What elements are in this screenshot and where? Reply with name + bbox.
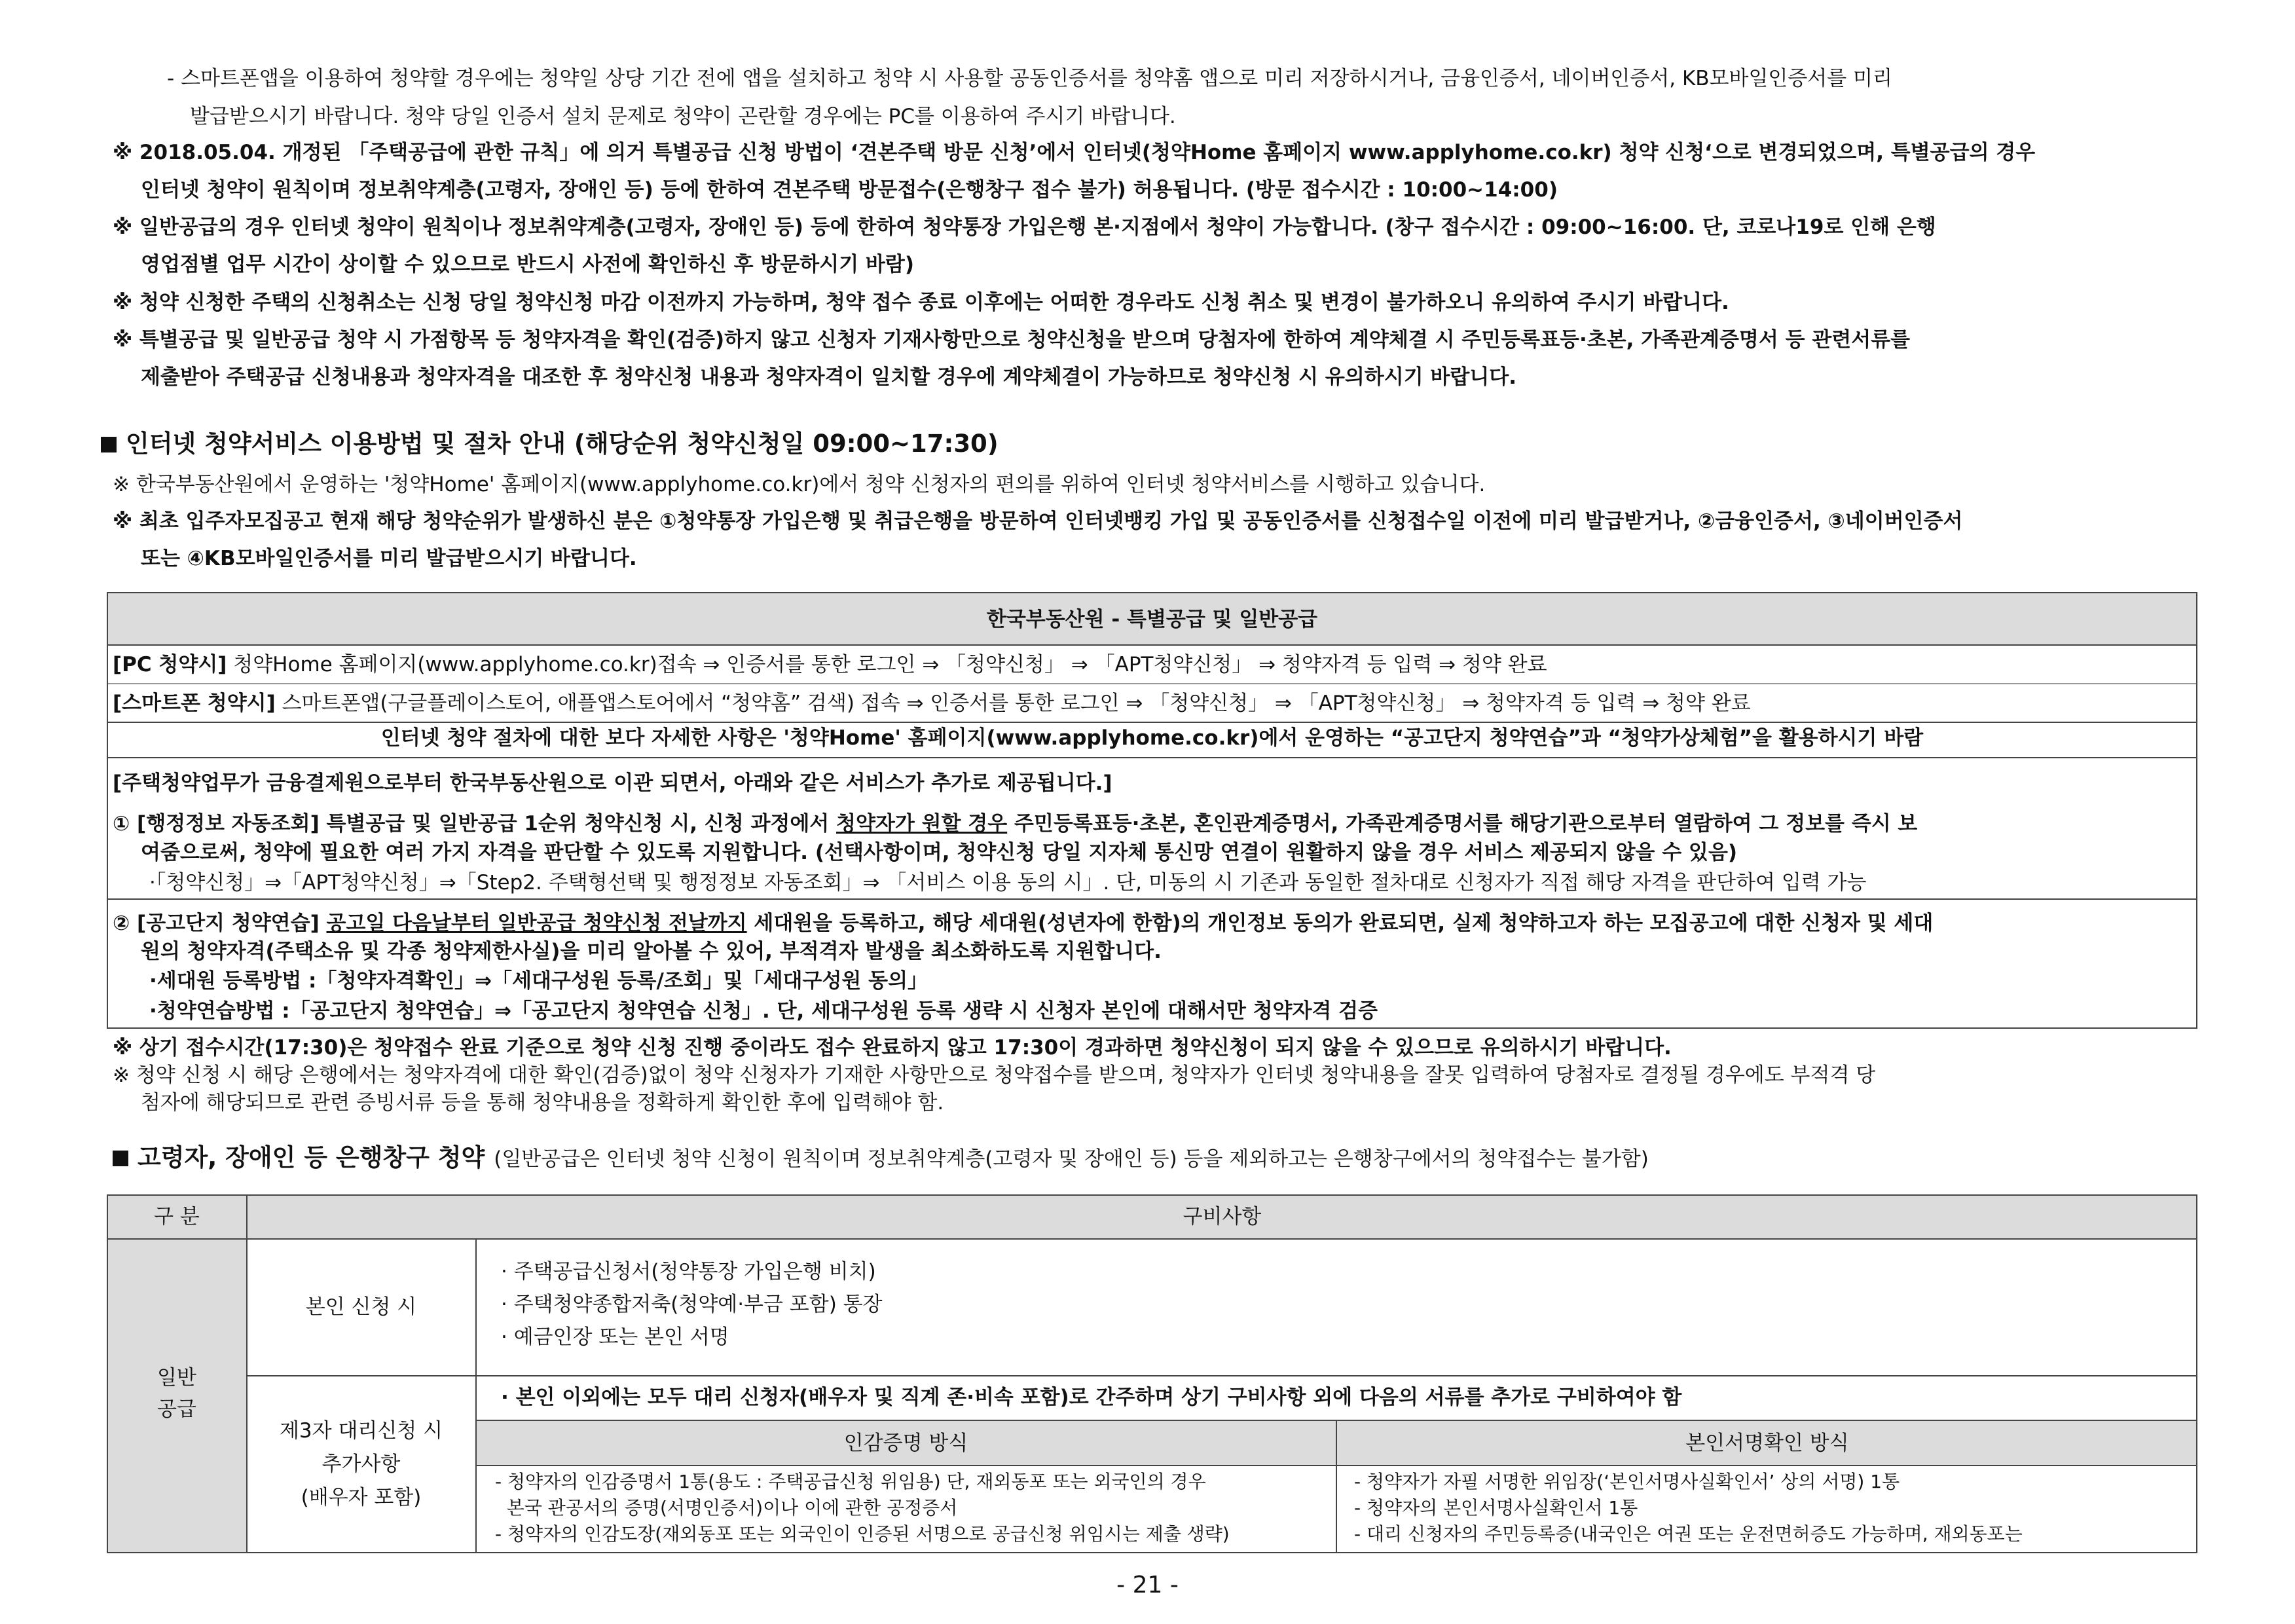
bank-table-rule-1 [107,1238,2197,1240]
self-item-1: · 주택공급신청서(청약통장 가입은행 비치) [501,1260,876,1283]
bank-table-col-2 [475,1238,477,1553]
pc-procedure-line [113,652,1547,678]
item2-underlined: 공고일 다음날부터 일반공급 청약신청 전날까지 [326,912,747,935]
seal-item-3: - 청약자의 인감도장(재외동포 또는 외국인이 인증된 서명으로 공급신청 위임시는 제출 생략) [495,1523,1230,1545]
item1-text-b: 주민등록표등·초본, 혼인관계증명서, 가족관계증명서를 해당기관으로부터 열람하여 그 정보를 즉시 보 [1007,812,1918,836]
note-verify-2: 제출받아 주택공급 신청내용과 청약자격을 대조한 후 청약신청 내용과 청약자격이 일치할 경우에 계약체결이 가능하므로 청약신청 시 유의하시기 바랍니다. [141,365,1516,389]
transfer-note: [주택청약업무가 금융결제원으로부터 한국부동산원으로 이관 되면서, 아래와 같은 서비스가 추가로 제공됩니다.] [113,771,1112,795]
mobile-procedure-text: 스마트폰앱(구글플레이스토어, 애플앱스토어에서 “청약홈” 검색) 접속 ⇒ 인증서를 통한 로그인 ⇒ 「청약신청」 ⇒ 「APT청약신청」 ⇒ 청약자격 등 입력 ⇒ 청약 완료 [275,692,1751,715]
pc-procedure-text: 청약Home 홈페이지(www.applyhome.co.kr)접속 ⇒ 인증서를 통한 로그인 ⇒ 「청약신청」 ⇒ 「APT청약신청」 ⇒ 청약자격 등 입력 ⇒ 청약 완료 [227,653,1547,676]
item1-line3: ·「청약신청」⇒「APT청약신청」⇒「Step2. 주택형선택 및 행정정보 자동조회」⇒ 「서비스 이용 동의 시」. 단, 미동의 시 기존과 동일한 절차대로 신청자가 직접 해당 자격을 판단하여 입력 가능 [149,871,1867,895]
section-internet-title: 인터넷 청약서비스 이용방법 및 절차 안내 (해당순위 청약신청일 09:00~17:30) [126,430,999,458]
category-line-1: 일반 [157,1366,196,1390]
note-2018-2: 인터넷 청약이 원칙이며 정보취약계층(고령자, 장애인 등) 등에 한하여 견본주택 방문접수(은행창구 접수 불가) 허용됩니다. (방문 접수시간 : 10:00∼14:00) [141,178,1558,202]
procedure-divider-3 [108,757,2196,758]
section-internet-heading [101,428,999,460]
note-smartphone-2: 발급받으시기 바랍니다. 청약 당일 인증서 설치 문제로 청약이 곤란할 경우에는 PC를 이용하여 주시기 바랍니다. [190,105,1176,128]
detail-note: 인터넷 청약 절차에 대한 보다 자세한 사항은 '청약Home' 홈페이지(www.applyhome.co.kr)에서 운영하는 “공고단지 청약연습”과 “청약가상체험”을 활용하시기 바람 [380,726,1924,750]
procedure-divider-1 [108,683,2196,684]
proxy-label-1: 제3자 대리신청 시 [279,1419,443,1443]
item2-line3: ·세대원 등록방법 :「청약자격확인」⇒「세대구성원 등록/조회」및「세대구성원 동의」 [149,969,928,993]
sign-method-header: 본인서명확인 방식 [1685,1431,1849,1455]
item2-line1 [113,910,1933,936]
category-line-2: 공급 [157,1397,196,1421]
page-number: - 21 - [1116,1572,1179,1598]
section-bank-title: 고령자, 장애인 등 은행창구 청약 [138,1143,485,1172]
col-header-category: 구 분 [154,1205,200,1228]
after-note-3: 첨자에 해당되므로 관련 증빙서류 등을 통해 청약내용을 정확하게 확인한 후에 입력해야 함. [141,1091,944,1115]
self-item-3: · 예금인장 또는 본인 서명 [501,1325,729,1349]
section-bank-subtitle: (일반공급은 인터넷 청약 신청이 원칙이며 정보취약계층(고령자 및 장애인 등) 등을 제외하고는 은행창구에서의 청약접수는 불가함) [494,1147,1649,1171]
proxy-note: · 본인 이외에는 모두 대리 신청자(배우자 및 직계 존·비속 포함)로 간주하며 상기 구비사항 외에 다음의 서류를 추가로 구비하여야 함 [501,1386,1682,1409]
procedure-divider-2 [108,722,2196,723]
seal-item-1: - 청약자의 인감증명서 1통(용도 : 주택공급신청 위임용) 단, 재외동포 또는 외국인의 경우 [495,1471,1206,1492]
bank-table-rule-4 [475,1465,2197,1466]
after-note-2: ※ 청약 신청 시 해당 은행에서는 청약자격에 대한 확인(검증)없이 청약 신청자가 기재한 사항만으로 청약접수를 받으며, 청약자가 인터넷 청약내용을 잘못 입력하여 당첨자로 결정될 경우에도 부적격 당 [113,1063,1876,1087]
procedure-box-header: 한국부동산원 - 특별공급 및 일반공급 [986,608,1318,631]
note-2018-1: ※ 2018.05.04. 개정된 「주택공급에 관한 규칙」에 의거 특별공급 신청 방법이 ‘견본주택 방문 신청’에서 인터넷(청약Home 홈페이지 www.applyhome.co.kr) 청약 신청‘으로 변경되었으며, 특별공급의 경우 [113,141,2036,164]
item2-text-a: ② [공고단지 청약연습] [113,912,327,935]
proxy-label-2: 추가사항 [321,1452,401,1476]
sign-item-2: - 청약자의 본인서명사실확인서 1통 [1354,1497,1638,1519]
sign-item-1: - 청약자가 자필 서명한 위임장(‘본인서명사실확인서’ 상의 서명) 1통 [1354,1471,1900,1492]
item1-text-a: ① [행정정보 자동조회] 특별공급 및 일반공급 1순위 청약신청 시, 신청 과정에서 [113,812,837,836]
item1-line2: 여줌으로써, 청약에 필요한 여러 가지 자격을 판단할 수 있도록 지원합니다. (선택사항이며, 청약신청 당일 지자체 통신망 연결이 원활하지 않을 경우 서비스 제공되지 않을 수 있음) [141,841,1738,864]
proxy-label-3: (배우자 포함) [301,1486,422,1509]
bank-table-rule-2 [246,1375,2197,1376]
note-cancel: ※ 청약 신청한 주택의 신청취소는 신청 당일 청약신청 마감 이전까지 가능하며, 청약 접수 종료 이후에는 어떠한 경우라도 신청 취소 및 변경이 불가하오니 유의하여 주시기 바랍니다. [113,291,1729,314]
item2-line2: 원의 청약자격(주택소유 및 각종 청약제한사실)을 미리 알아볼 수 있어, 부적격자 발생을 최소화하도록 지원합니다. [141,940,1162,963]
note-smartphone-1: - 스마트폰앱을 이용하여 청약할 경우에는 청약일 상당 기간 전에 앱을 설치하고 청약 시 사용할 공동인증서를 청약홈 앱으로 미리 저장하시거나, 금융인증서, 네이버인증서, KB모바일인증서를 미리 [167,67,1892,90]
item2-text-b: 세대원을 등록하고, 해당 세대원(성년자에 한함)의 개인정보 동의가 완료되면, 실제 청약하고자 하는 모집공고에 대한 신청자 및 세대 [746,912,1934,935]
section-bank-heading [113,1142,1649,1175]
section1-note-2: ※ 최초 입주자모집공고 현재 해당 청약순위가 발생하신 분은 ①청약통장 가입은행 및 취급은행을 방문하여 인터넷뱅킹 가입 및 공동인증서를 신청접수일 이전에 미리 발급받거나, ②금융인증서, ③네이버인증서 [113,509,1963,533]
sign-item-3: - 대리 신청자의 주민등록증(내국인은 여권 또는 운전면허증도 가능하며, 재외동포는 [1354,1523,2023,1545]
mobile-procedure-line [113,690,1751,716]
self-apply-label: 본인 신청 시 [305,1295,417,1319]
item1-underlined: 청약자가 원할 경우 [836,812,1008,836]
section1-note-3: 또는 ④KB모바일인증서를 미리 발급받으시기 바랍니다. [141,547,637,570]
square-bullet-icon [101,437,117,452]
item1-line1 [113,811,1917,837]
col-header-requirements: 구비사항 [1183,1205,1262,1228]
pc-procedure-label: [PC 청약시] [113,653,227,676]
section1-note-1: ※ 한국부동산원에서 운영하는 '청약Home' 홈페이지(www.applyhome.co.kr)에서 청약 신청자의 편의를 위하여 인터넷 청약서비스를 시행하고 있습니다. [113,473,1486,496]
note-general-1: ※ 일반공급의 경우 인터넷 청약이 원칙이나 정보취약계층(고령자, 장애인 등) 등에 한하여 청약통장 가입은행 본·지점에서 청약이 가능합니다. (창구 접수시간 : 09:00∼16:00. 단, 코로나19로 인해 은행 [113,215,1936,239]
item2-line4: ·청약연습방법 :「공고단지 청약연습」⇒「공고단지 청약연습 신청」. 단, 세대구성원 등록 생략 시 신청자 본인에 대해서만 청약자격 검증 [149,999,1378,1023]
note-general-2: 영업점별 업무 시간이 상이할 수 있으므로 반드시 사전에 확인하신 후 방문하시기 바람) [141,253,914,276]
seal-item-2: 본국 관공서의 증명(서명인증서)이나 이에 관한 공정증서 [495,1497,958,1519]
note-verify-1: ※ 특별공급 및 일반공급 청약 시 가점항목 등 청약자격을 확인(검증)하지 않고 신청자 기재사항만으로 청약신청을 받으며 당첨자에 한하여 계약체결 시 주민등록표등·초본, 가족관계증명서 등 관련서류를 [113,328,1911,352]
self-item-2: · 주택청약종합저축(청약예·부금 포함) 통장 [501,1293,883,1316]
mobile-procedure-label: [스마트폰 청약시] [113,692,276,715]
procedure-divider-4 [108,898,2196,900]
square-bullet-icon [113,1151,128,1166]
after-note-1: ※ 상기 접수시간(17:30)은 청약접수 완료 기준으로 청약 신청 진행 중이라도 접수 완료하지 않고 17:30이 경과하면 청약신청이 되지 않을 수 있으므로 유의하시기 바랍니다. [113,1036,1672,1060]
seal-method-header: 인감증명 방식 [843,1431,968,1455]
